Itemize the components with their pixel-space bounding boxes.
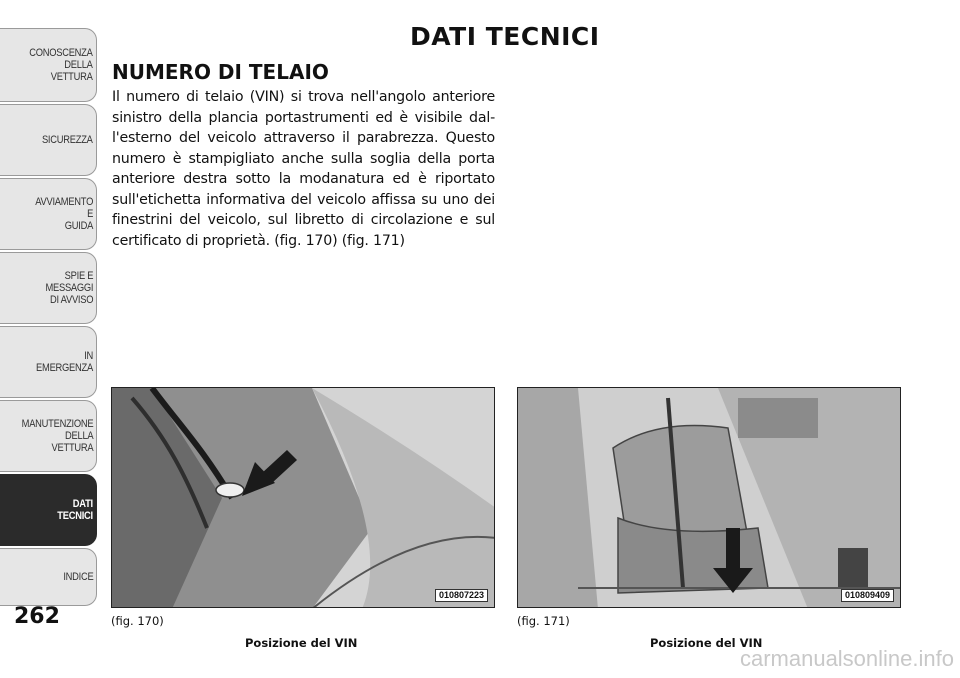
- section-title: NUMERO DI TELAIO: [112, 60, 329, 84]
- tab-manutenzione[interactable]: MANUTENZIONE DELLA VETTURA: [0, 400, 97, 472]
- body-paragraph: Il numero di telaio (VIN) si trova nell'angolo anteriore sinistro della plancia portastrumenti ed è visibile dal-l'esterno del veicolo attraverso il parabrezza. Questo numero è stampigliato anche sulla soglia della porta anteriore destra sotto la modanatura ed è riportato sull'etichetta informativa del veicolo affissa su uno dei finestrini del veicolo, sul libretto di circolazione e sul certificato di proprietà. (fig. 170) (fig. 171): [112, 89, 495, 249]
- tab-in-emergenza[interactable]: IN EMERGENZA: [0, 326, 97, 398]
- windshield-illustration: [112, 388, 495, 608]
- figure-label: (fig. 170): [111, 614, 164, 628]
- figure-code: 010807223: [435, 589, 488, 602]
- tab-spie-e-messaggi[interactable]: SPIE E MESSAGGI DI AVVISO: [0, 252, 97, 324]
- figure-171-image: [517, 387, 901, 608]
- page-number: 262: [14, 604, 60, 629]
- door-sill-illustration: [518, 388, 901, 608]
- watermark: carmanualsonline.info: [739, 646, 954, 671]
- figure-caption: Posizione del VIN: [245, 636, 358, 650]
- figure-code: 010809409: [841, 589, 894, 602]
- tab-avviamento-e-guida[interactable]: AVVIAMENTO E GUIDA: [0, 178, 97, 250]
- tab-conoscenza-della-vettura[interactable]: CONOSCENZA DELLA VETTURA: [0, 28, 97, 102]
- tab-dati-tecnici[interactable]: DATI TECNICI: [0, 474, 97, 546]
- page-title: DATI TECNICI: [410, 22, 600, 51]
- figure-label: (fig. 171): [517, 614, 570, 628]
- figure-170-image: [111, 387, 495, 608]
- figure-caption: Posizione del VIN: [650, 636, 763, 650]
- tab-sicurezza[interactable]: SICUREZZA: [0, 104, 97, 176]
- tab-indice[interactable]: INDICE: [0, 548, 97, 606]
